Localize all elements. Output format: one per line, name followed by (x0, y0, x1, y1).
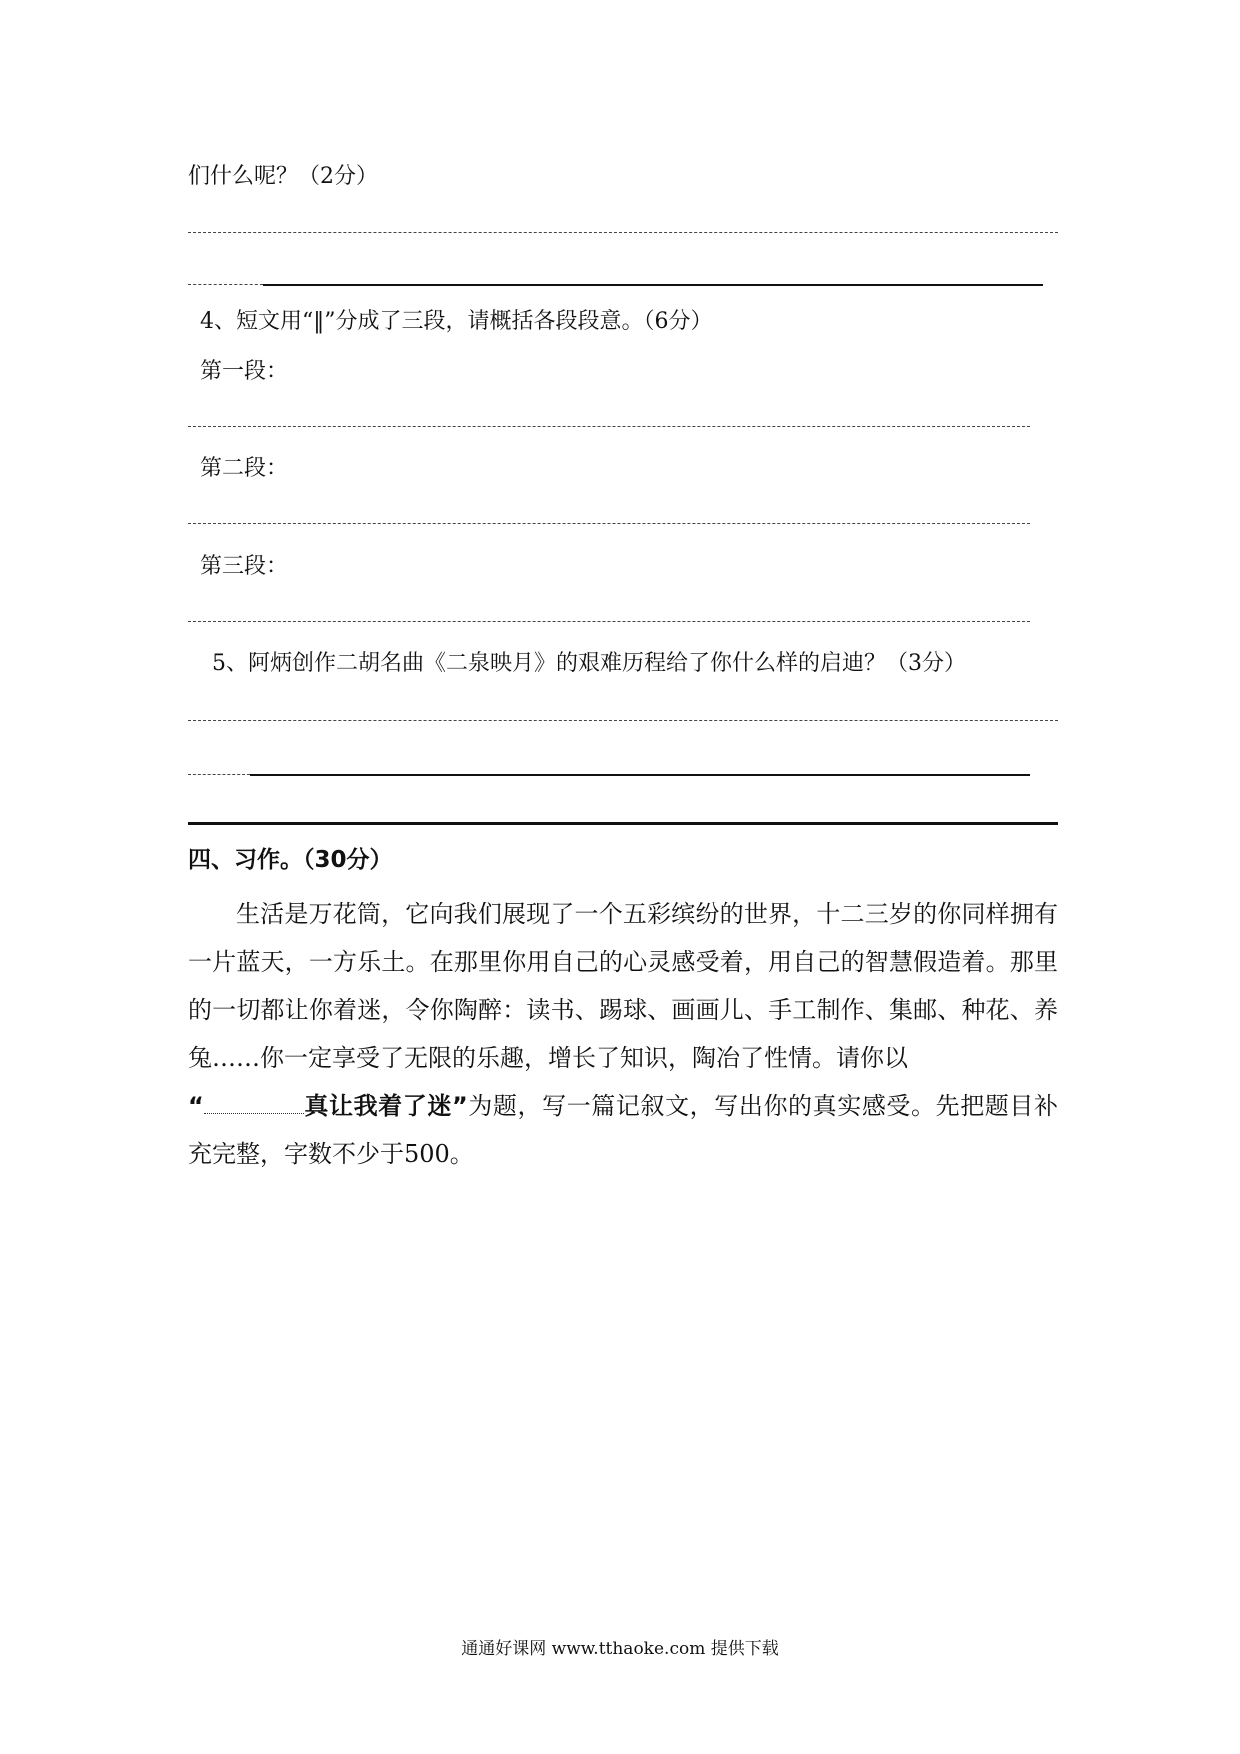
q3-tail-text: 们什么呢？（2分） (188, 164, 378, 189)
q4-para3-label: 第三段： (200, 554, 289, 579)
answer-line (188, 621, 1030, 622)
title-blank[interactable] (204, 1091, 304, 1114)
q4-para1-label: 第一段： (200, 359, 289, 384)
section4-heading: 四、习作。（30分） (188, 847, 393, 873)
q5-prompt: 5、阿炳创作二胡名曲《二泉映月》的艰难历程给了你什么样的启迪？（3分） (212, 651, 966, 676)
answer-line (188, 774, 250, 775)
answer-line (263, 284, 1043, 286)
answer-line (188, 284, 263, 285)
composition-title-open-quote: “ (188, 1092, 204, 1120)
answer-line (188, 720, 1058, 721)
footer-source: 通通好课网 www.tthaoke.com 提供下载 (461, 1639, 779, 1659)
q4-para2-label: 第二段： (200, 456, 289, 481)
composition-body-part1: 生活是万花筒，它向我们展现了一个五彩缤纷的世界，十二三岁的你同样拥有一片蓝天，一方乐土。在那里你用自己的心灵感受着，用自己的智慧假造着。那里的一切都让你着迷，令你陶醉：读书、踢球、画画儿、手工制作、集邮、种花、养兔……你一定享受了无限的乐趣，增长了知识，陶冶了性情。请你以 (188, 900, 1058, 1072)
composition-prompt (188, 890, 1058, 1178)
composition-title-text: 真让我着了迷” (303, 1092, 468, 1120)
answer-line (188, 426, 1030, 427)
answer-line (188, 822, 1058, 825)
answer-line (250, 774, 1030, 776)
composition-body-part2: 为题，写一篇记叙文，写出你的真实感受。先把题目补充完整，字数不少于500。 (188, 1092, 1058, 1168)
q4-prompt: 4、短文用“‖”分成了三段，请概括各段段意。（6分） (200, 309, 713, 334)
answer-line (188, 523, 1030, 524)
answer-line (188, 232, 1058, 233)
